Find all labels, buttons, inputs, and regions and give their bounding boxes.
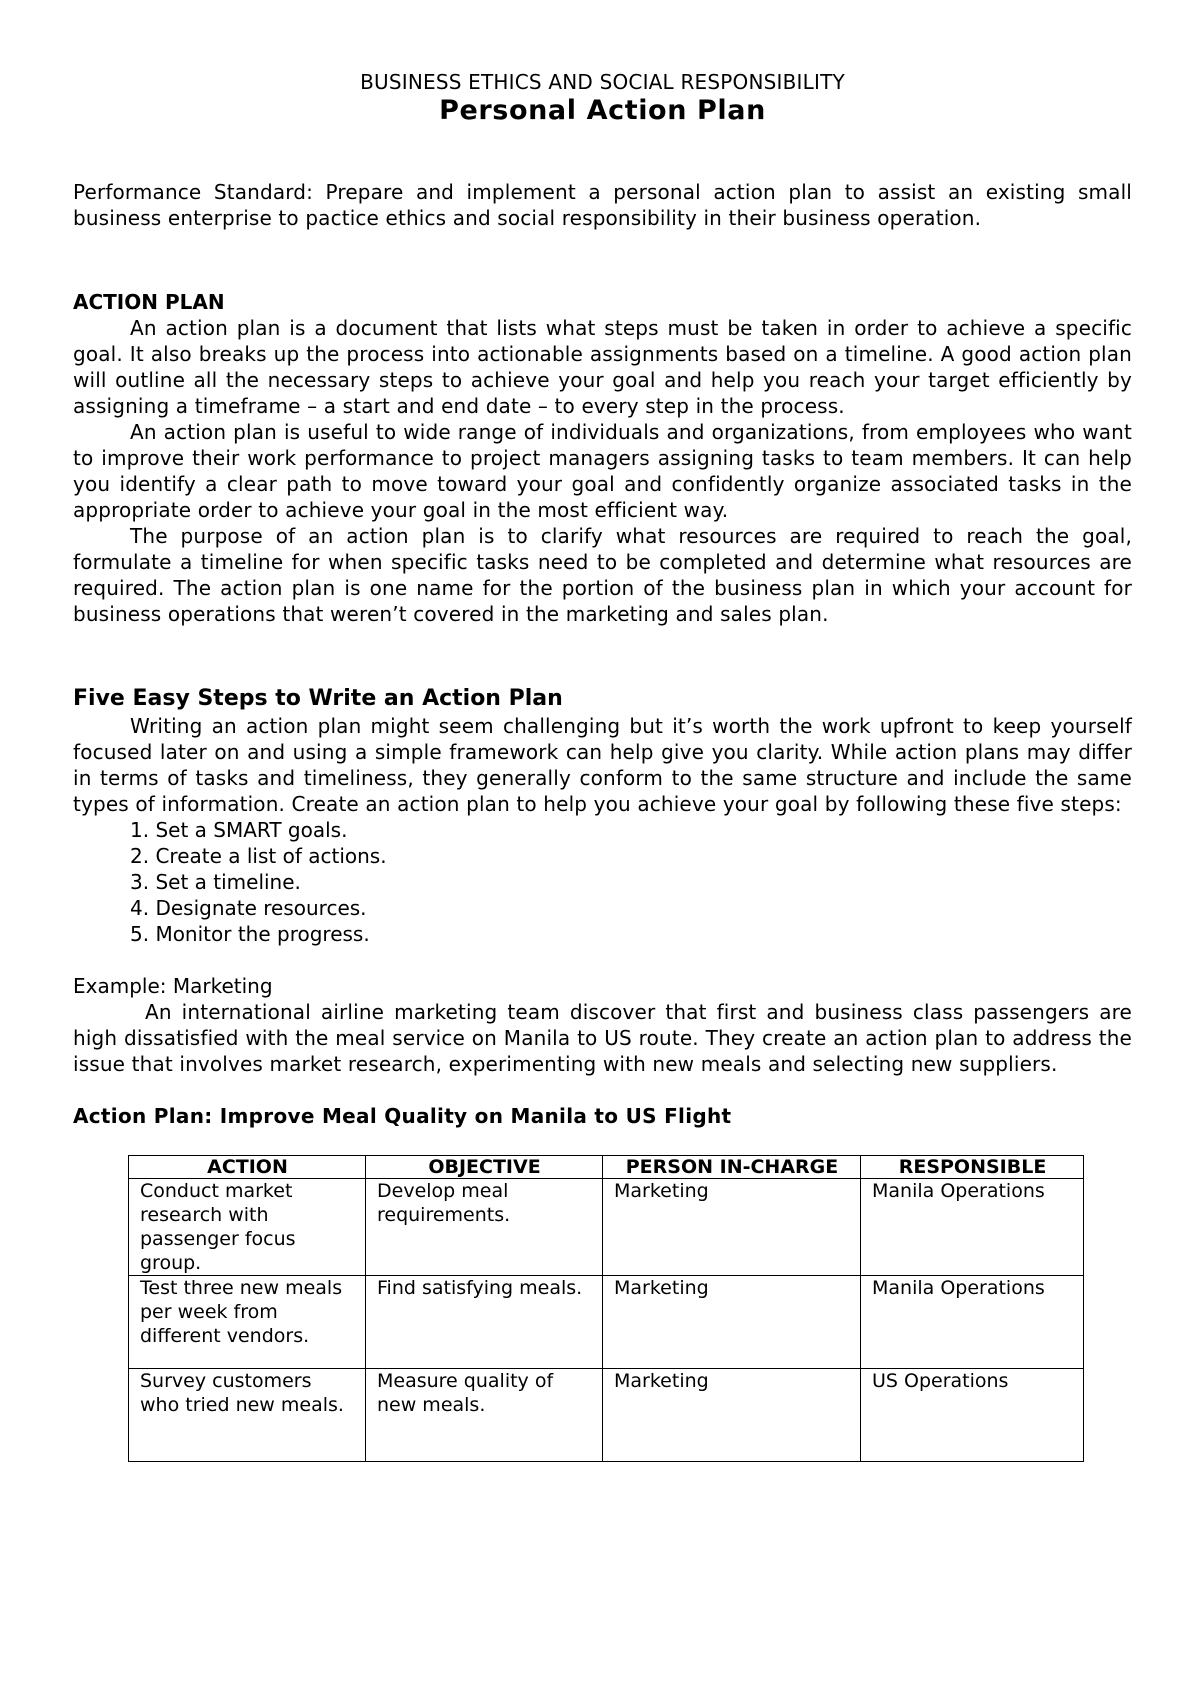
performance-standard: Performance Standard: Prepare and implement a personal action plan to assist an existing small business enterprise to pactice ethics and social responsibility in their business operation. (73, 180, 1132, 230)
table-cell: US Operations (861, 1369, 1084, 1462)
table-cell: Manila Operations (861, 1179, 1084, 1276)
table-cell: Conduct market research with passenger focus group. (129, 1179, 366, 1276)
list-item: 1. Set a SMART goals. (130, 818, 348, 842)
table-heading: Action Plan: Improve Meal Quality on Manila to US Flight (73, 1104, 732, 1128)
steps-list (73, 817, 1132, 947)
table-header-row (129, 1156, 1084, 1179)
table-cell: Develop meal requirements. (366, 1179, 603, 1276)
table-cell: Manila Operations (861, 1276, 1084, 1369)
action-plan-paragraph-2: An action plan is useful to wide range of individuals and organizations, from employees who want to improve their work performance to project managers assigning tasks to team members. It can help you identify a clear path to move toward your goal and confidently organize associated tasks in the appropriate order to achieve your goal in the most efficient way. (73, 420, 1132, 522)
example-text: An international airline marketing team discover that first and business class passengers are high dissatisfied with the meal service on Manila to US route. They create an action plan to address the issue that involves market research, experimenting with new meals and selecting new suppliers. (73, 1000, 1132, 1076)
table-cell: Marketing (603, 1179, 861, 1276)
table-row (129, 1179, 1084, 1276)
column-header-person-in-charge: PERSON IN-CHARGE (603, 1156, 861, 1179)
table-cell: Measure quality of new meals. (366, 1369, 603, 1462)
five-steps-heading: Five Easy Steps to Write an Action Plan (73, 686, 563, 711)
action-plan-paragraph-3: The purpose of an action plan is to clarify what resources are required to reach the goal, formulate a timeline for when specific tasks need to be completed and determine what resources are required. The action plan is one name for the portion of the business plan in which your account for business operations that weren’t covered in the marketing and sales plan. (73, 524, 1132, 626)
column-header-objective: OBJECTIVE (366, 1156, 603, 1179)
action-plan-table (128, 1155, 1084, 1462)
list-item: 2. Create a list of actions. (130, 844, 387, 868)
action-plan-paragraph-1: An action plan is a document that lists what steps must be taken in order to achieve a specific goal. It also breaks up the process into actionable assignments based on a timeline. A good action plan will outline all the necessary steps to achieve your goal and help you reach your target efficiently by assigning a timeframe – a start and end date – to every step in the process. (73, 316, 1132, 418)
document-title: Personal Action Plan (439, 95, 766, 126)
table-cell: Test three new meals per week from different vendors. (129, 1276, 366, 1369)
table-row (129, 1369, 1084, 1462)
table-cell: Survey customers who tried new meals. (129, 1369, 366, 1462)
column-header-responsible: RESPONSIBLE (861, 1156, 1084, 1179)
list-item: 3. Set a timeline. (130, 870, 301, 894)
action-plan-heading: ACTION PLAN (73, 290, 225, 314)
table-row (129, 1276, 1084, 1369)
list-item: 4. Designate resources. (130, 896, 367, 920)
example-label: Example: Marketing (73, 974, 273, 998)
list-item: 5. Monitor the progress. (130, 922, 370, 946)
column-header-action: ACTION (129, 1156, 366, 1179)
five-steps-intro: Writing an action plan might seem challenging but it’s worth the work upfront to keep yourself focused later on and using a simple framework can help give you clarity. While action plans may differ in terms of tasks and timeliness, they generally conform to the same structure and include the same types of information. Create an action plan to help you achieve your goal by following these five steps: (73, 714, 1132, 816)
table-cell: Marketing (603, 1369, 861, 1462)
table-cell: Marketing (603, 1276, 861, 1369)
course-title: BUSINESS ETHICS AND SOCIAL RESPONSIBILITY (360, 70, 845, 94)
table-cell: Find satisfying meals. (366, 1276, 603, 1369)
